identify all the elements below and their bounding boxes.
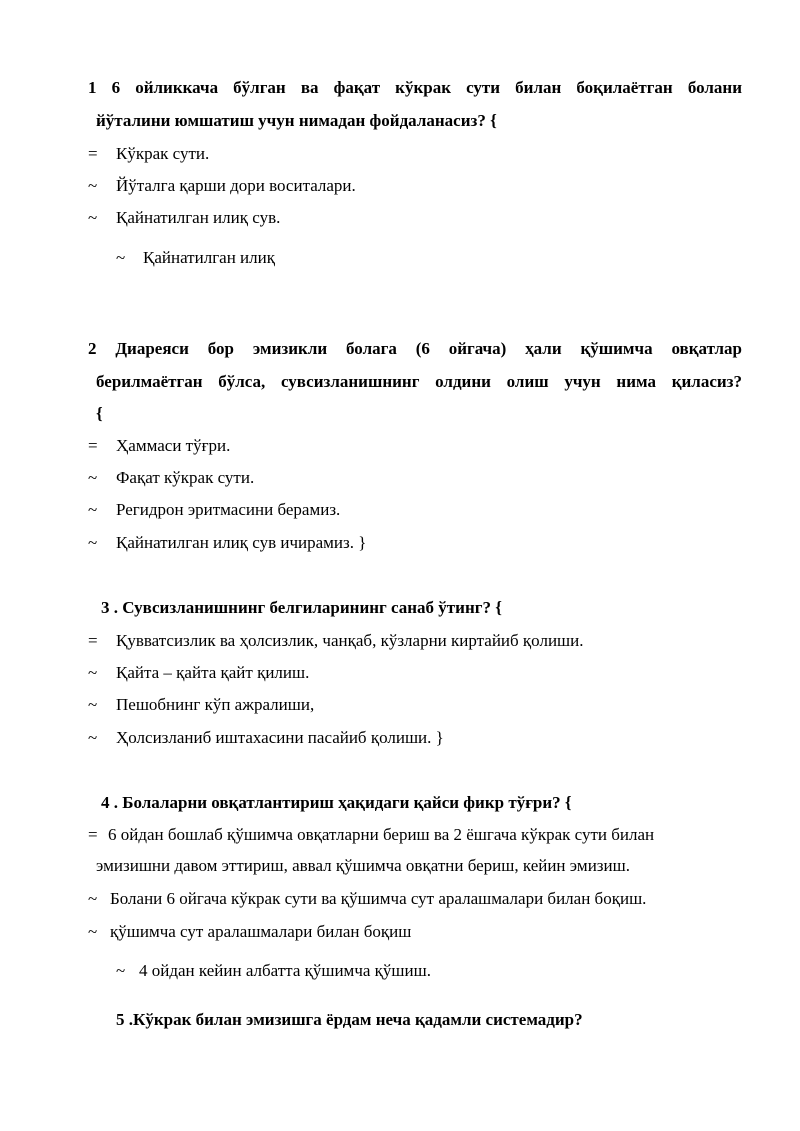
answer-text: Қайнатилган илиқ — [143, 248, 275, 267]
question-3-title: 3 . Сувсизланишнинг белгиларининг санаб ўтинг? { — [101, 598, 502, 617]
answer-marker: = — [88, 825, 98, 844]
answer-text: Қайнатилган илиқ сув. — [116, 208, 281, 227]
answer-text: Фақат кўкрак сути. — [116, 468, 255, 487]
answer-marker: ~ — [88, 922, 98, 941]
answer-marker: ~ — [88, 533, 98, 552]
answer-text: Қайнатилган илиқ сув ичирамиз. } — [116, 533, 367, 552]
question-4-title: 4 . Болаларни овқатлантириш ҳақидаги қайси фикр тўғри? { — [101, 793, 572, 812]
answer-text: Пешобнинг кўп ажралиши, — [116, 695, 315, 714]
answer-text: Йўталга қарши дори воситалари. — [116, 176, 356, 195]
question-2-line-2: берилмаётган бўлса, сувсизланишнинг олдини олиш учун нима қиласиз? — [96, 372, 742, 391]
question-1-line-2: йўталини юмшатиш учун нимадан фойдаланасиз? { — [96, 111, 497, 130]
answer-text: Кўкрак сути. — [116, 144, 210, 163]
answer-text: қўшимча сут аралашмалари билан боқиш — [110, 922, 412, 941]
answer-marker: ~ — [116, 248, 126, 267]
answer-text: Регидрон эритмасини берамиз. — [116, 500, 341, 519]
answer-marker: ~ — [88, 695, 98, 714]
question-5-title: 5 .Кўкрак билан эмизишга ёрдам неча қадамли системадир? — [116, 1010, 583, 1029]
answer-marker: ~ — [88, 468, 98, 487]
answer-text: 4 ойдан кейин албатта қўшимча қўшиш. — [139, 961, 431, 980]
question-2-line-1: 2 Диареяси бор эмизикли болага (6 ойгача) ҳали қўшимча овқатлар — [88, 339, 742, 358]
answer-text: Ҳолсизланиб иштахасини пасайиб қолиши. } — [116, 728, 444, 747]
answer-marker: = — [88, 144, 98, 163]
answer-marker: ~ — [88, 728, 98, 747]
answer-marker: ~ — [88, 176, 98, 195]
question-1-line-1: 1 6 ойликкача бўлган ва фақат кўкрак сути билан боқилаётган болани — [88, 78, 742, 97]
answer-marker: ~ — [116, 961, 126, 980]
answer-text: Қайта – қайта қайт қилиш. — [116, 663, 310, 682]
answer-marker: = — [88, 436, 98, 455]
answer-text: Қувватсизлик ва ҳолсизлик, чанқаб, кўзларни киртайиб қолиши. — [116, 631, 584, 650]
answer-marker: = — [88, 631, 98, 650]
answer-text: Болани 6 ойгача кўкрак сути ва қўшимча сут аралашмалари билан боқиш. — [110, 889, 647, 908]
answer-marker: ~ — [88, 208, 98, 227]
question-2-line-3: { — [96, 404, 103, 423]
answer-marker: ~ — [88, 500, 98, 519]
answer-text: Ҳаммаси тўғри. — [116, 436, 231, 455]
answer-marker: ~ — [88, 889, 98, 908]
answer-text: 6 ойдан бошлаб қўшимча овқатларни бериш ва 2 ёшгача кўкрак сути билан — [108, 825, 655, 844]
answer-text-continued: эмизишни давом эттириш, аввал қўшимча овқатни бериш, кейин эмизиш. — [96, 856, 630, 875]
answer-marker: ~ — [88, 663, 98, 682]
